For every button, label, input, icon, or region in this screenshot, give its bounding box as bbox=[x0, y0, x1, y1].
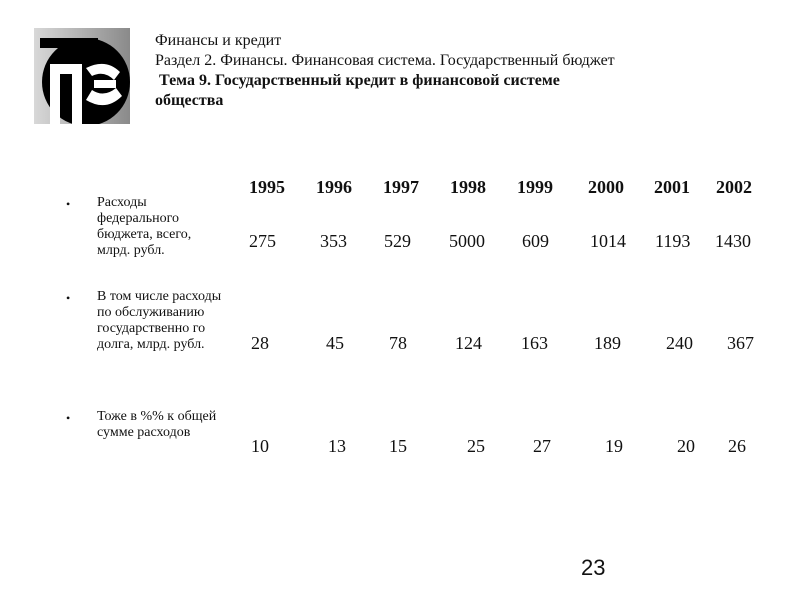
table-cell: 1014 bbox=[590, 231, 626, 251]
table-cell: 1430 bbox=[715, 231, 751, 251]
publisher-logo-icon bbox=[34, 28, 130, 124]
table-cell: 25 bbox=[467, 436, 485, 456]
topic-title-line1: Тема 9. Государственный кредит в финансовой системе bbox=[159, 72, 560, 89]
table-cell: 5000 bbox=[449, 231, 485, 251]
bullet: • bbox=[66, 411, 71, 425]
table-cell: 1193 bbox=[655, 231, 691, 251]
table-cell: 15 bbox=[389, 436, 407, 456]
table-cell: 163 bbox=[521, 333, 548, 353]
table-cell: 529 bbox=[384, 231, 411, 251]
table-cell: 609 bbox=[522, 231, 549, 251]
row-label: Тоже в %% к общей сумме расходов bbox=[97, 409, 217, 440]
topic-title-line2: общества bbox=[155, 92, 224, 109]
slide-header bbox=[155, 31, 775, 111]
table-cell: 275 bbox=[249, 231, 276, 251]
table-cell: 240 bbox=[666, 333, 693, 353]
table-cell: 189 bbox=[594, 333, 621, 353]
year-header: 1999 bbox=[517, 177, 553, 197]
table-cell: 26 bbox=[728, 436, 746, 456]
table-cell: 19 bbox=[605, 436, 623, 456]
row-label: Расходы федерального бюджета, всего, млрд. рубл. bbox=[97, 195, 192, 258]
row-label: В том числе расходы по обслуживанию государственно го долга, млрд. рубл. bbox=[97, 289, 222, 352]
bullet: • bbox=[66, 291, 71, 305]
table-cell: 28 bbox=[251, 333, 269, 353]
year-header: 1997 bbox=[383, 177, 419, 197]
table-cell: 124 bbox=[455, 333, 482, 353]
table-cell: 27 bbox=[533, 436, 551, 456]
year-header: 2000 bbox=[588, 177, 624, 197]
table-cell: 20 bbox=[677, 436, 695, 456]
table-cell: 45 bbox=[326, 333, 344, 353]
logo bbox=[34, 28, 130, 124]
course-title: Финансы и кредит bbox=[155, 32, 282, 49]
table-cell: 10 bbox=[251, 436, 269, 456]
year-header: 1998 bbox=[450, 177, 486, 197]
page-number: 23 bbox=[581, 555, 606, 580]
table-cell: 367 bbox=[727, 333, 754, 353]
year-header: 1995 bbox=[249, 177, 285, 197]
year-header: 2002 bbox=[716, 177, 752, 197]
bullet: • bbox=[66, 197, 71, 211]
table-cell: 13 bbox=[328, 436, 346, 456]
year-header: 1996 bbox=[316, 177, 352, 197]
topic-title bbox=[155, 71, 775, 111]
section-title: Раздел 2. Финансы. Финансовая система. Государственный бюджет bbox=[155, 52, 615, 69]
table-cell: 78 bbox=[389, 333, 407, 353]
year-header: 2001 bbox=[654, 177, 690, 197]
table-cell: 353 bbox=[320, 231, 347, 251]
